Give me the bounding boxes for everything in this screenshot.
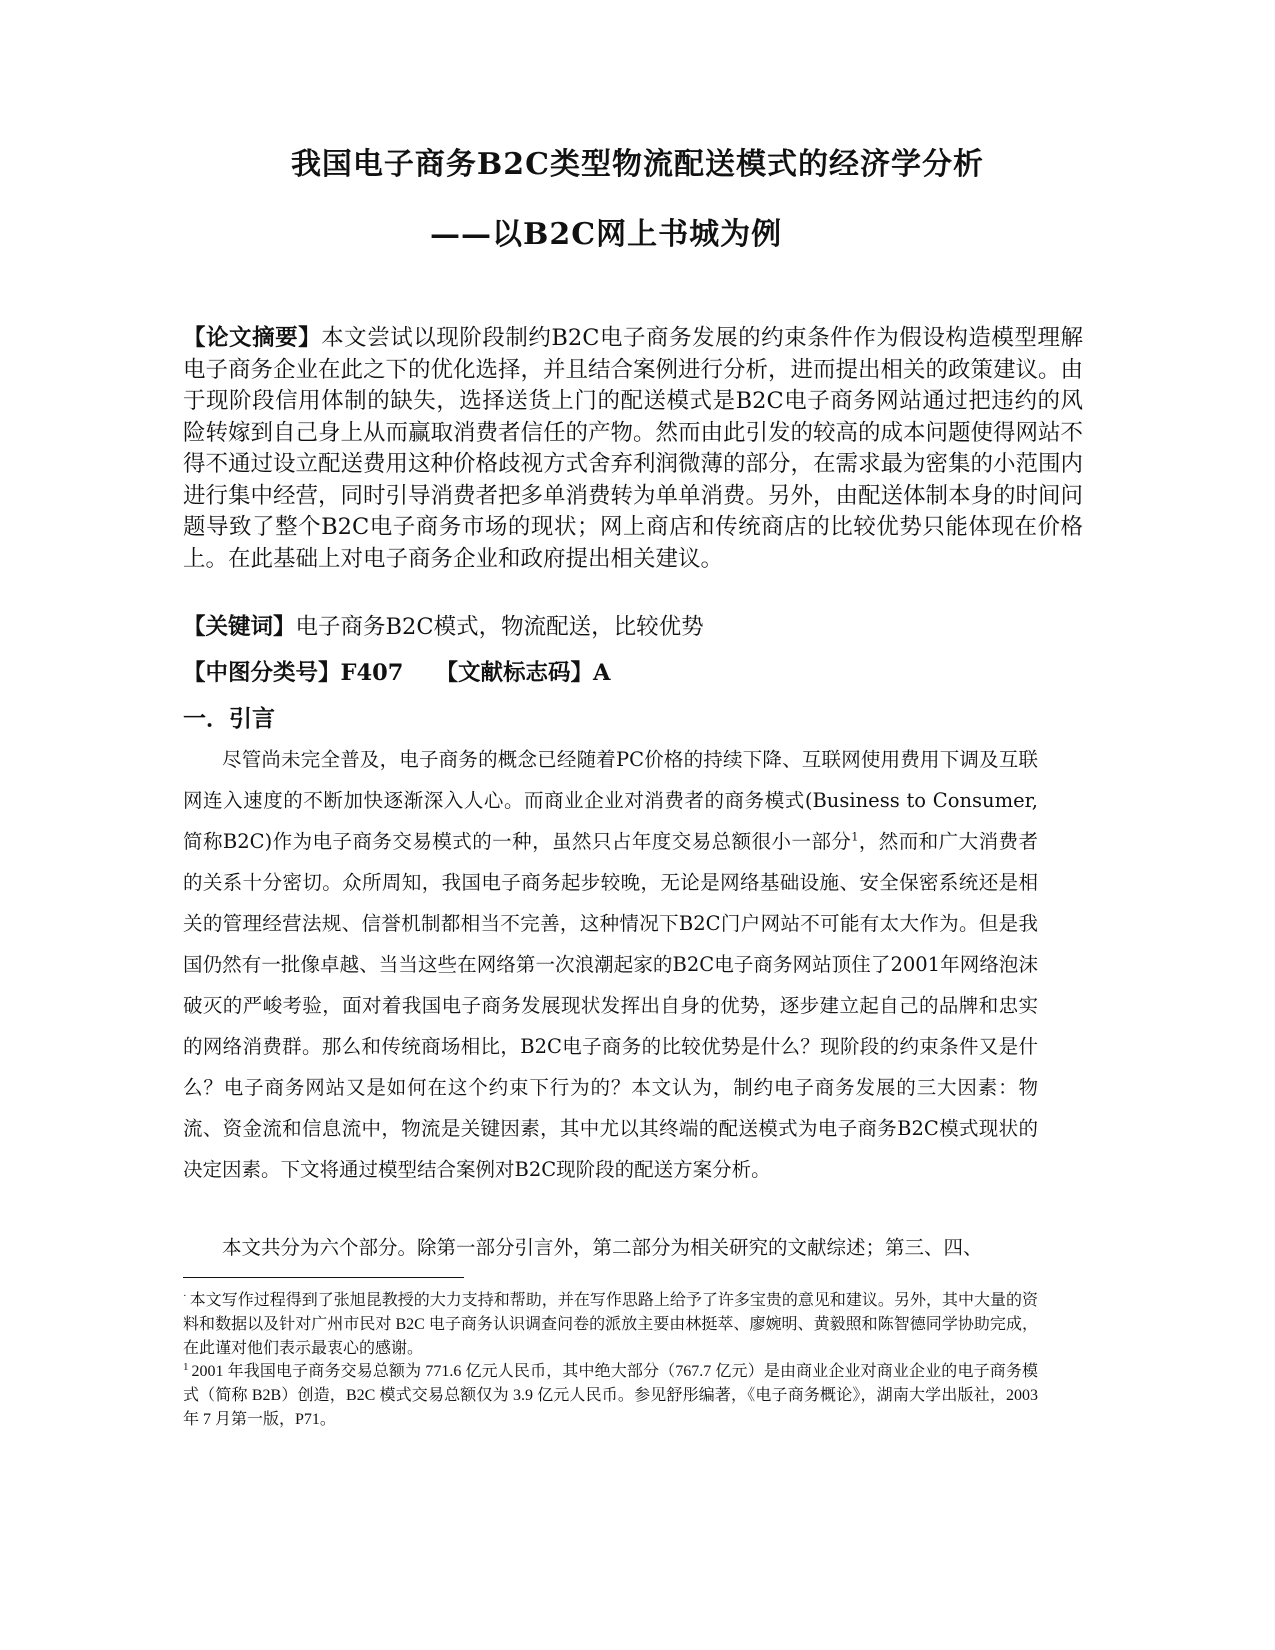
paper-title: 我国电子商务B2C类型物流配送模式的经济学分析 bbox=[290, 147, 985, 182]
footnote-acknowledgement bbox=[183, 1289, 1038, 1361]
intro-paragraph-1 bbox=[183, 739, 1038, 1190]
footnote-1 bbox=[183, 1360, 1038, 1432]
footnote-reference-1[interactable]: 1 bbox=[851, 830, 859, 844]
doc-code-value: A bbox=[592, 660, 611, 686]
paper-subtitle: ——以B2C网上书城为例 bbox=[430, 217, 783, 252]
abstract bbox=[183, 323, 1083, 575]
clc-label: 【中图分类号】 bbox=[183, 660, 341, 686]
classification-line bbox=[183, 658, 1083, 690]
abstract-label: 【论文摘要】 bbox=[183, 325, 322, 351]
keywords-label: 【关键词】 bbox=[183, 614, 296, 640]
keywords-text: 电子商务B2C模式，物流配送，比较优势 bbox=[295, 614, 704, 640]
footnote-text: 本文写作过程得到了张旭昆教授的大力支持和帮助，并在写作思路上给予了许多宝贵的意见和建议。另外，其中大量的资料和数据以及针对广州市民对 B2C 电子商务认识调查问卷的派放主要由林挺萃、廖婉明、黄毅照和陈智德同学协助完成，在此谨对他们表示最衷心的感谢。 bbox=[183, 1292, 1038, 1357]
abstract-text: 本文尝试以现阶段制约B2C电子商务发展的约束条件作为假设构造模型理解电子商务企业在此之下的优化选择，并且结合案例进行分析，进而提出相关的政策建议。由于现阶段信用体制的缺失，选择送货上门的配送模式是B2C电子商务网站通过把违约的风险转嫁到自己身上从而赢取消费者信任的产物。然而由此引发的较高的成本问题使得网站不得不通过设立配送费用这种价格歧视方式舍弃利润微薄的部分，在需求最为密集的小范围内进行集中经营，同时引导消费者把多单消费转为单单消费。另外，由配送体制本身的时间问题导致了整个B2C电子商务市场的现状；网上商店和传统商店的比较优势只能体现在价格上。在此基础上对电子商务企业和政府提出相关建议。 bbox=[183, 325, 1084, 572]
intro-paragraph-1-text-a: 尽管尚未完全普及，电子商务的概念已经随着PC价格的持续下降、互联网使用费用下调及互联网连入速度的不断加快逐渐深入人心。而商业企业对消费者的商务模式(Business to Consumer,简称B2C)作为电子商务交易模式的一种，虽然只占年度交易总额很小一部分 bbox=[183, 748, 1038, 853]
footnote-divider bbox=[183, 1277, 464, 1278]
footnote-text: 2001 年我国电子商务交易总额为 771.6 亿元人民币，其中绝大部分（767.7 亿元）是由商业企业对商业企业的电子商务模式（简称 B2B）创造，B2C 模式交易总额仅为 3.9 亿元人民币。参见舒彤编著，《电子商务概论》，湖南大学出版社，2003 年 7 月第一版，P71。 bbox=[183, 1363, 1038, 1428]
intro-paragraph-2: 本文共分为六个部分。除第一部分引言外，第二部分为相关研究的文献综述；第三、四、 bbox=[222, 1236, 983, 1259]
intro-paragraph-1-text-b: ，然而和广大消费者的关系十分密切。众所周知，我国电子商务起步较晚，无论是网络基础设施、安全保密系统还是相关的管理经营法规、信誉机制都相当不完善，这种情况下B2C门户网站不可能有太大作为。但是我国仍然有一批像卓越、当当这些在网络第一次浪潮起家的B2C电子商务网站顶住了2001年网络泡沫破灭的严峻考验，面对着我国电子商务发展现状发挥出自身的优势，逐步建立起自己的品牌和忠实的网络消费群。那么和传统商场相比，B2C电子商务的比较优势是什么？现阶段的约束条件又是什么？电子商务网站又是如何在这个约束下行为的？本文认为，制约电子商务发展的三大因素：物流、资金流和信息流中，物流是关键因素，其中尤以其终端的配送模式为电子商务B2C模式现状的决定因素。下文将通过模型结合案例对B2C现阶段的配送方案分析。 bbox=[183, 830, 1038, 1181]
doc-code-label: 【文献标志码】 bbox=[435, 660, 593, 686]
clc-value: F407 bbox=[340, 660, 404, 686]
footnote-mark: · bbox=[183, 1289, 187, 1302]
section-heading-introduction: 一．引言 bbox=[183, 705, 275, 732]
keywords bbox=[183, 612, 1083, 644]
footnote-mark: 1 bbox=[183, 1360, 189, 1373]
